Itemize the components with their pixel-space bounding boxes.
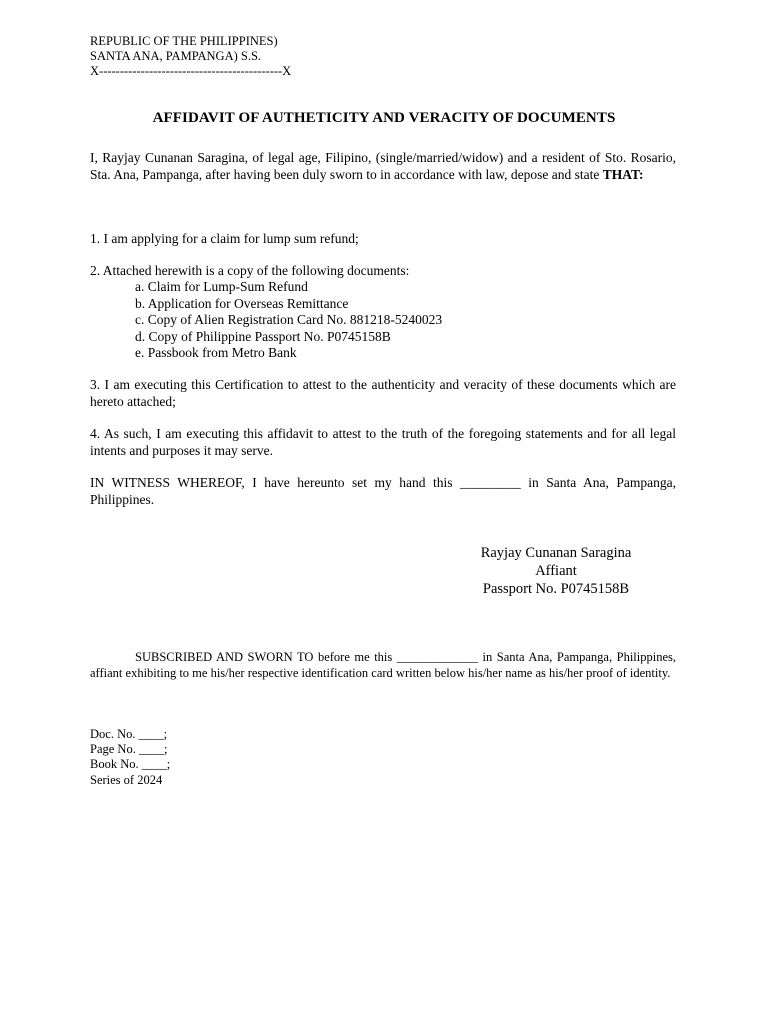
statement-item-3: 3. I am executing this Certification to attest to the authenticity and veracity of these documents which are hereto attached; xyxy=(90,377,676,409)
affiant-role: Affiant xyxy=(535,563,577,579)
document-title: AFFIDAVIT OF AUTHETICITY AND VERACITY OF DOCUMENTS xyxy=(152,110,616,126)
document-list-item: c. Copy of Alien Registration Card No. 881218-5240023 xyxy=(135,312,443,327)
statement-item-1: 1. I am applying for a claim for lump sum refund; xyxy=(90,231,359,246)
venue-caption-line-1: REPUBLIC OF THE PHILIPPINES) xyxy=(90,34,278,48)
page-number-line: Page No. ____; xyxy=(90,742,168,756)
doc-number-line: Doc. No. ____; xyxy=(90,727,168,741)
venue-caption-line-2: SANTA ANA, PAMPANGA) S.S. xyxy=(90,49,262,63)
affiant-passport: Passport No. P0745158B xyxy=(482,581,630,597)
witness-clause: IN WITNESS WHEREOF, I have hereunto set my hand this _________ in Santa Ana, Pampanga, Philippines. xyxy=(90,475,676,507)
intro-text: I, Rayjay Cunanan Saragina, of legal age, Filipino, (single/married/widow) and a resident of Sto. Rosario, Sta. Ana, Pampanga, after having been duly sworn to in accordance with law, depose and state xyxy=(90,150,676,182)
document-list-item: b. Application for Overseas Remittance xyxy=(135,296,349,311)
affiant-name: Rayjay Cunanan Saragina xyxy=(480,545,632,561)
intro-emphasis: THAT: xyxy=(602,166,644,182)
statement-item-4: 4. As such, I am executing this affidavit to attest to the truth of the foregoing statements and for all legal intents and purposes it may serve. xyxy=(90,426,676,458)
venue-caption-separator: X--------------------------------------------X xyxy=(90,64,292,78)
document-list-item: d. Copy of Philippine Passport No. P0745158B xyxy=(135,329,391,344)
intro-paragraph xyxy=(90,150,676,183)
series-line: Series of 2024 xyxy=(90,773,163,787)
document-list-item: a. Claim for Lump-Sum Refund xyxy=(135,279,308,294)
document-list-item: e. Passbook from Metro Bank xyxy=(135,345,297,360)
statement-item-2: 2. Attached herewith is a copy of the following documents: xyxy=(90,263,410,278)
jurat-paragraph: SUBSCRIBED AND SWORN TO before me this _____________ in Santa Ana, Pampanga, Philippines, affiant exhibiting to me his/her respective identification card written below his/her name as his/her proof of identity. xyxy=(90,650,676,680)
book-number-line: Book No. ____; xyxy=(90,757,171,771)
